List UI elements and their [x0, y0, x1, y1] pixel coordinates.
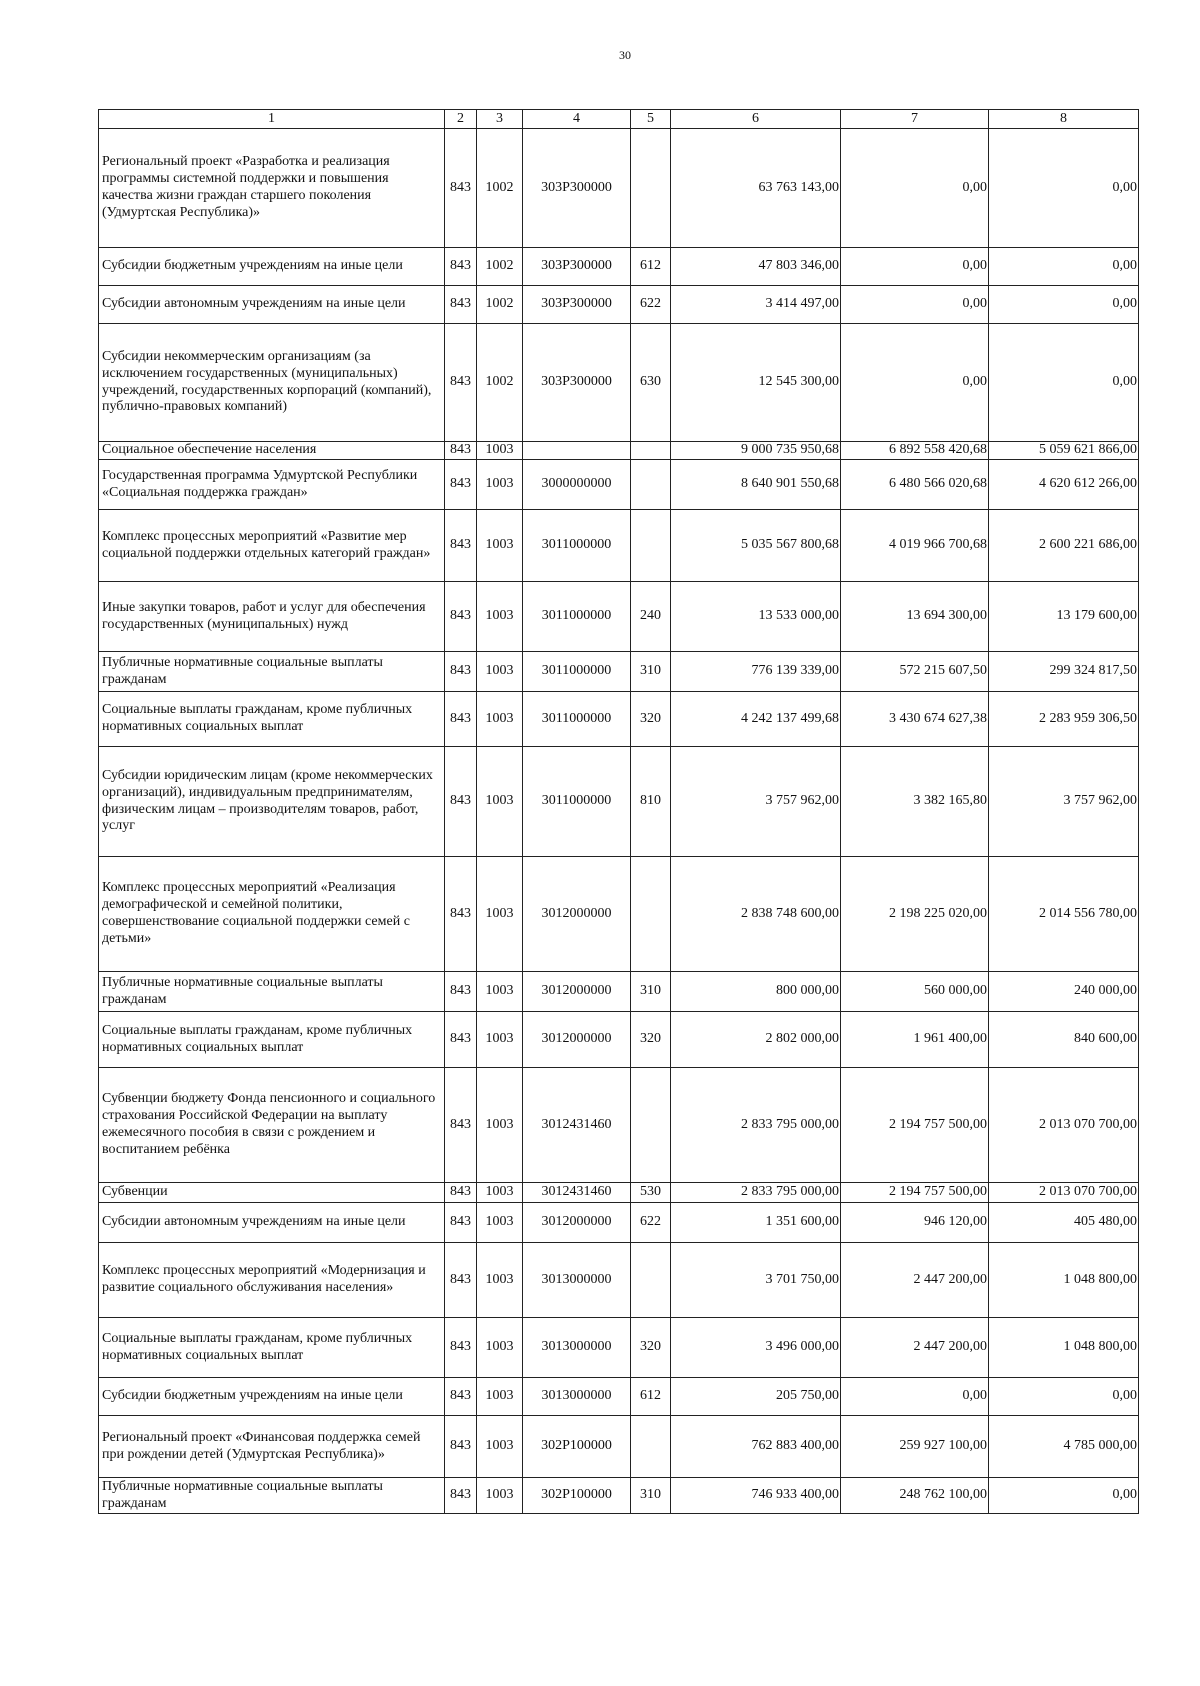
section-code: 1003	[477, 582, 523, 652]
expense-type: 622	[631, 286, 671, 324]
expense-type: 612	[631, 248, 671, 286]
expense-type	[631, 510, 671, 582]
expense-type: 310	[631, 652, 671, 692]
table-body	[99, 129, 1139, 1514]
amount-year-2: 4 019 966 700,68	[841, 510, 989, 582]
amount-year-3: 0,00	[989, 1478, 1139, 1514]
target-article: 303P300000	[523, 286, 631, 324]
ved-code: 843	[445, 857, 477, 972]
row-name: Региональный проект «Финансовая поддержка семей при рождении детей (Удмуртская Республика)»	[99, 1416, 445, 1478]
row-name: Субсидии некоммерческим организациям (за исключением государственных (муниципальных) учреждений, государственных корпораций (компаний), публично-правовых компаний)	[99, 324, 445, 442]
amount-year-3: 13 179 600,00	[989, 582, 1139, 652]
table-row	[99, 129, 1139, 248]
expense-type: 612	[631, 1378, 671, 1416]
amount-year-2: 6 480 566 020,68	[841, 460, 989, 510]
amount-year-2: 2 194 757 500,00	[841, 1183, 989, 1203]
amount-year-2: 946 120,00	[841, 1203, 989, 1243]
ved-code: 843	[445, 510, 477, 582]
row-name: Государственная программа Удмуртской Республики «Социальная поддержка граждан»	[99, 460, 445, 510]
amount-year-3: 3 757 962,00	[989, 747, 1139, 857]
table-row	[99, 1378, 1139, 1416]
amount-year-1: 2 802 000,00	[671, 1012, 841, 1068]
row-name: Субсидии автономным учреждениям на иные цели	[99, 286, 445, 324]
amount-year-2: 0,00	[841, 286, 989, 324]
expense-type	[631, 460, 671, 510]
target-article: 3011000000	[523, 510, 631, 582]
section-code: 1003	[477, 1478, 523, 1514]
amount-year-3: 2 600 221 686,00	[989, 510, 1139, 582]
section-code: 1003	[477, 1378, 523, 1416]
expense-type: 320	[631, 1318, 671, 1378]
row-name: Субвенции	[99, 1183, 445, 1203]
amount-year-2: 0,00	[841, 1378, 989, 1416]
ved-code: 843	[445, 442, 477, 460]
table-row	[99, 1478, 1139, 1514]
amount-year-1: 2 833 795 000,00	[671, 1183, 841, 1203]
row-name: Региональный проект «Разработка и реализация программы системной поддержки и повышения качества жизни граждан старшего поколения (Удмуртская Республика)»	[99, 129, 445, 248]
amount-year-1: 746 933 400,00	[671, 1478, 841, 1514]
amount-year-3: 4 785 000,00	[989, 1416, 1139, 1478]
section-code: 1003	[477, 692, 523, 747]
expense-type	[631, 1416, 671, 1478]
page-number: 30	[619, 48, 631, 62]
row-name: Публичные нормативные социальные выплаты гражданам	[99, 1478, 445, 1514]
section-code: 1003	[477, 652, 523, 692]
amount-year-3: 2 013 070 700,00	[989, 1183, 1139, 1203]
amount-year-3: 0,00	[989, 286, 1139, 324]
table-row	[99, 1203, 1139, 1243]
target-article: 3012000000	[523, 1012, 631, 1068]
ved-code: 843	[445, 747, 477, 857]
row-name: Публичные нормативные социальные выплаты гражданам	[99, 652, 445, 692]
column-header: 1	[99, 110, 445, 129]
table-row	[99, 1318, 1139, 1378]
amount-year-3: 1 048 800,00	[989, 1243, 1139, 1318]
amount-year-1: 2 833 795 000,00	[671, 1068, 841, 1183]
row-name: Социальные выплаты гражданам, кроме публичных нормативных социальных выплат	[99, 1012, 445, 1068]
amount-year-3: 299 324 817,50	[989, 652, 1139, 692]
ved-code: 843	[445, 1243, 477, 1318]
table-row	[99, 324, 1139, 442]
amount-year-3: 1 048 800,00	[989, 1318, 1139, 1378]
expense-type: 320	[631, 692, 671, 747]
section-code: 1003	[477, 442, 523, 460]
expense-type	[631, 442, 671, 460]
target-article: 3012000000	[523, 1203, 631, 1243]
target-article: 3012431460	[523, 1183, 631, 1203]
amount-year-3: 0,00	[989, 324, 1139, 442]
row-name: Комплекс процессных мероприятий «Модернизация и развитие социального обслуживания населения»	[99, 1243, 445, 1318]
expense-type: 810	[631, 747, 671, 857]
amount-year-3: 240 000,00	[989, 972, 1139, 1012]
row-name: Комплекс процессных мероприятий «Развитие мер социальной поддержки отдельных категорий граждан»	[99, 510, 445, 582]
section-code: 1003	[477, 972, 523, 1012]
amount-year-1: 9 000 735 950,68	[671, 442, 841, 460]
expense-type: 622	[631, 1203, 671, 1243]
amount-year-1: 2 838 748 600,00	[671, 857, 841, 972]
row-name: Субвенции бюджету Фонда пенсионного и социального страхования Российской Федерации на выплату ежемесячного пособия в связи с рождением и воспитанием ребёнка	[99, 1068, 445, 1183]
column-header: 5	[631, 110, 671, 129]
column-header: 3	[477, 110, 523, 129]
amount-year-2: 2 198 225 020,00	[841, 857, 989, 972]
amount-year-1: 776 139 339,00	[671, 652, 841, 692]
expense-type: 530	[631, 1183, 671, 1203]
amount-year-2: 248 762 100,00	[841, 1478, 989, 1514]
column-header: 8	[989, 110, 1139, 129]
section-code: 1002	[477, 248, 523, 286]
amount-year-1: 13 533 000,00	[671, 582, 841, 652]
amount-year-2: 3 382 165,80	[841, 747, 989, 857]
section-code: 1003	[477, 1012, 523, 1068]
target-article: 3000000000	[523, 460, 631, 510]
section-code: 1003	[477, 1416, 523, 1478]
amount-year-2: 0,00	[841, 324, 989, 442]
target-article	[523, 442, 631, 460]
amount-year-3: 405 480,00	[989, 1203, 1139, 1243]
amount-year-1: 4 242 137 499,68	[671, 692, 841, 747]
section-code: 1002	[477, 286, 523, 324]
row-name: Иные закупки товаров, работ и услуг для обеспечения государственных (муниципальных) нужд	[99, 582, 445, 652]
expense-type: 310	[631, 1478, 671, 1514]
row-name: Социальные выплаты гражданам, кроме публичных нормативных социальных выплат	[99, 1318, 445, 1378]
amount-year-2: 0,00	[841, 129, 989, 248]
amount-year-2: 0,00	[841, 248, 989, 286]
table-row	[99, 1243, 1139, 1318]
amount-year-3: 840 600,00	[989, 1012, 1139, 1068]
target-article: 3011000000	[523, 692, 631, 747]
row-name: Социальные выплаты гражданам, кроме публичных нормативных социальных выплат	[99, 692, 445, 747]
table-row	[99, 652, 1139, 692]
amount-year-2: 6 892 558 420,68	[841, 442, 989, 460]
amount-year-1: 3 414 497,00	[671, 286, 841, 324]
ved-code: 843	[445, 692, 477, 747]
expense-type: 630	[631, 324, 671, 442]
target-article: 3013000000	[523, 1318, 631, 1378]
section-code: 1003	[477, 1318, 523, 1378]
amount-year-1: 8 640 901 550,68	[671, 460, 841, 510]
row-name: Публичные нормативные социальные выплаты гражданам	[99, 972, 445, 1012]
column-header: 7	[841, 110, 989, 129]
table-row	[99, 857, 1139, 972]
table-row	[99, 582, 1139, 652]
amount-year-1: 3 496 000,00	[671, 1318, 841, 1378]
table-row	[99, 747, 1139, 857]
ved-code: 843	[445, 248, 477, 286]
row-name: Субсидии юридическим лицам (кроме некоммерческих организаций), индивидуальным предпринимателям, физическим лицам – производителям товаров, работ, услуг	[99, 747, 445, 857]
section-code: 1003	[477, 857, 523, 972]
section-code: 1003	[477, 1243, 523, 1318]
expense-type: 240	[631, 582, 671, 652]
amount-year-2: 2 447 200,00	[841, 1243, 989, 1318]
target-article: 3012431460	[523, 1068, 631, 1183]
amount-year-1: 63 763 143,00	[671, 129, 841, 248]
target-article: 3011000000	[523, 652, 631, 692]
table-row	[99, 972, 1139, 1012]
amount-year-1: 47 803 346,00	[671, 248, 841, 286]
expense-type	[631, 1243, 671, 1318]
amount-year-3: 0,00	[989, 1378, 1139, 1416]
ved-code: 843	[445, 129, 477, 248]
row-name: Комплекс процессных мероприятий «Реализация демографической и семейной политики, совершенствование социальной поддержки семей с детьми»	[99, 857, 445, 972]
target-article: 3013000000	[523, 1243, 631, 1318]
expense-type: 310	[631, 972, 671, 1012]
section-code: 1003	[477, 1183, 523, 1203]
ved-code: 843	[445, 286, 477, 324]
ved-code: 843	[445, 1318, 477, 1378]
column-header: 6	[671, 110, 841, 129]
row-name: Субсидии бюджетным учреждениям на иные цели	[99, 1378, 445, 1416]
target-article: 3011000000	[523, 582, 631, 652]
amount-year-1: 5 035 567 800,68	[671, 510, 841, 582]
amount-year-1: 3 701 750,00	[671, 1243, 841, 1318]
ved-code: 843	[445, 1012, 477, 1068]
amount-year-3: 4 620 612 266,00	[989, 460, 1139, 510]
table-row	[99, 248, 1139, 286]
target-article: 3012000000	[523, 857, 631, 972]
expense-type	[631, 129, 671, 248]
table-row	[99, 510, 1139, 582]
ved-code: 843	[445, 1416, 477, 1478]
amount-year-2: 13 694 300,00	[841, 582, 989, 652]
amount-year-2: 560 000,00	[841, 972, 989, 1012]
amount-year-2: 3 430 674 627,38	[841, 692, 989, 747]
table-row	[99, 1183, 1139, 1203]
table-row	[99, 692, 1139, 747]
table-row	[99, 286, 1139, 324]
expense-type: 320	[631, 1012, 671, 1068]
target-article: 303P300000	[523, 129, 631, 248]
amount-year-3: 2 283 959 306,50	[989, 692, 1139, 747]
ved-code: 843	[445, 1068, 477, 1183]
ved-code: 843	[445, 460, 477, 510]
ved-code: 843	[445, 1183, 477, 1203]
amount-year-3: 5 059 621 866,00	[989, 442, 1139, 460]
ved-code: 843	[445, 582, 477, 652]
amount-year-3: 0,00	[989, 129, 1139, 248]
expense-type	[631, 857, 671, 972]
target-article: 303P300000	[523, 324, 631, 442]
table-row	[99, 1012, 1139, 1068]
amount-year-1: 800 000,00	[671, 972, 841, 1012]
ved-code: 843	[445, 1203, 477, 1243]
column-header-row	[99, 110, 1139, 129]
amount-year-1: 3 757 962,00	[671, 747, 841, 857]
column-header: 4	[523, 110, 631, 129]
amount-year-2: 2 194 757 500,00	[841, 1068, 989, 1183]
ved-code: 843	[445, 1378, 477, 1416]
amount-year-3: 2 014 556 780,00	[989, 857, 1139, 972]
ved-code: 843	[445, 324, 477, 442]
amount-year-2: 1 961 400,00	[841, 1012, 989, 1068]
ved-code: 843	[445, 652, 477, 692]
column-header: 2	[445, 110, 477, 129]
section-code: 1003	[477, 747, 523, 857]
row-name: Социальное обеспечение населения	[99, 442, 445, 460]
ved-code: 843	[445, 972, 477, 1012]
ved-code: 843	[445, 1478, 477, 1514]
budget-table	[98, 109, 1139, 1514]
amount-year-1: 12 545 300,00	[671, 324, 841, 442]
target-article: 302P100000	[523, 1478, 631, 1514]
target-article: 302P100000	[523, 1416, 631, 1478]
section-code: 1003	[477, 510, 523, 582]
section-code: 1003	[477, 1068, 523, 1183]
table-row	[99, 1416, 1139, 1478]
row-name: Субсидии автономным учреждениям на иные цели	[99, 1203, 445, 1243]
amount-year-1: 205 750,00	[671, 1378, 841, 1416]
amount-year-1: 1 351 600,00	[671, 1203, 841, 1243]
amount-year-3: 0,00	[989, 248, 1139, 286]
table-row	[99, 442, 1139, 460]
section-code: 1003	[477, 1203, 523, 1243]
target-article: 303P300000	[523, 248, 631, 286]
amount-year-3: 2 013 070 700,00	[989, 1068, 1139, 1183]
amount-year-2: 259 927 100,00	[841, 1416, 989, 1478]
row-name: Субсидии бюджетным учреждениям на иные цели	[99, 248, 445, 286]
table-row	[99, 1068, 1139, 1183]
section-code: 1002	[477, 129, 523, 248]
target-article: 3013000000	[523, 1378, 631, 1416]
section-code: 1003	[477, 460, 523, 510]
section-code: 1002	[477, 324, 523, 442]
target-article: 3011000000	[523, 747, 631, 857]
expense-type	[631, 1068, 671, 1183]
amount-year-2: 572 215 607,50	[841, 652, 989, 692]
table-row	[99, 460, 1139, 510]
amount-year-2: 2 447 200,00	[841, 1318, 989, 1378]
target-article: 3012000000	[523, 972, 631, 1012]
amount-year-1: 762 883 400,00	[671, 1416, 841, 1478]
